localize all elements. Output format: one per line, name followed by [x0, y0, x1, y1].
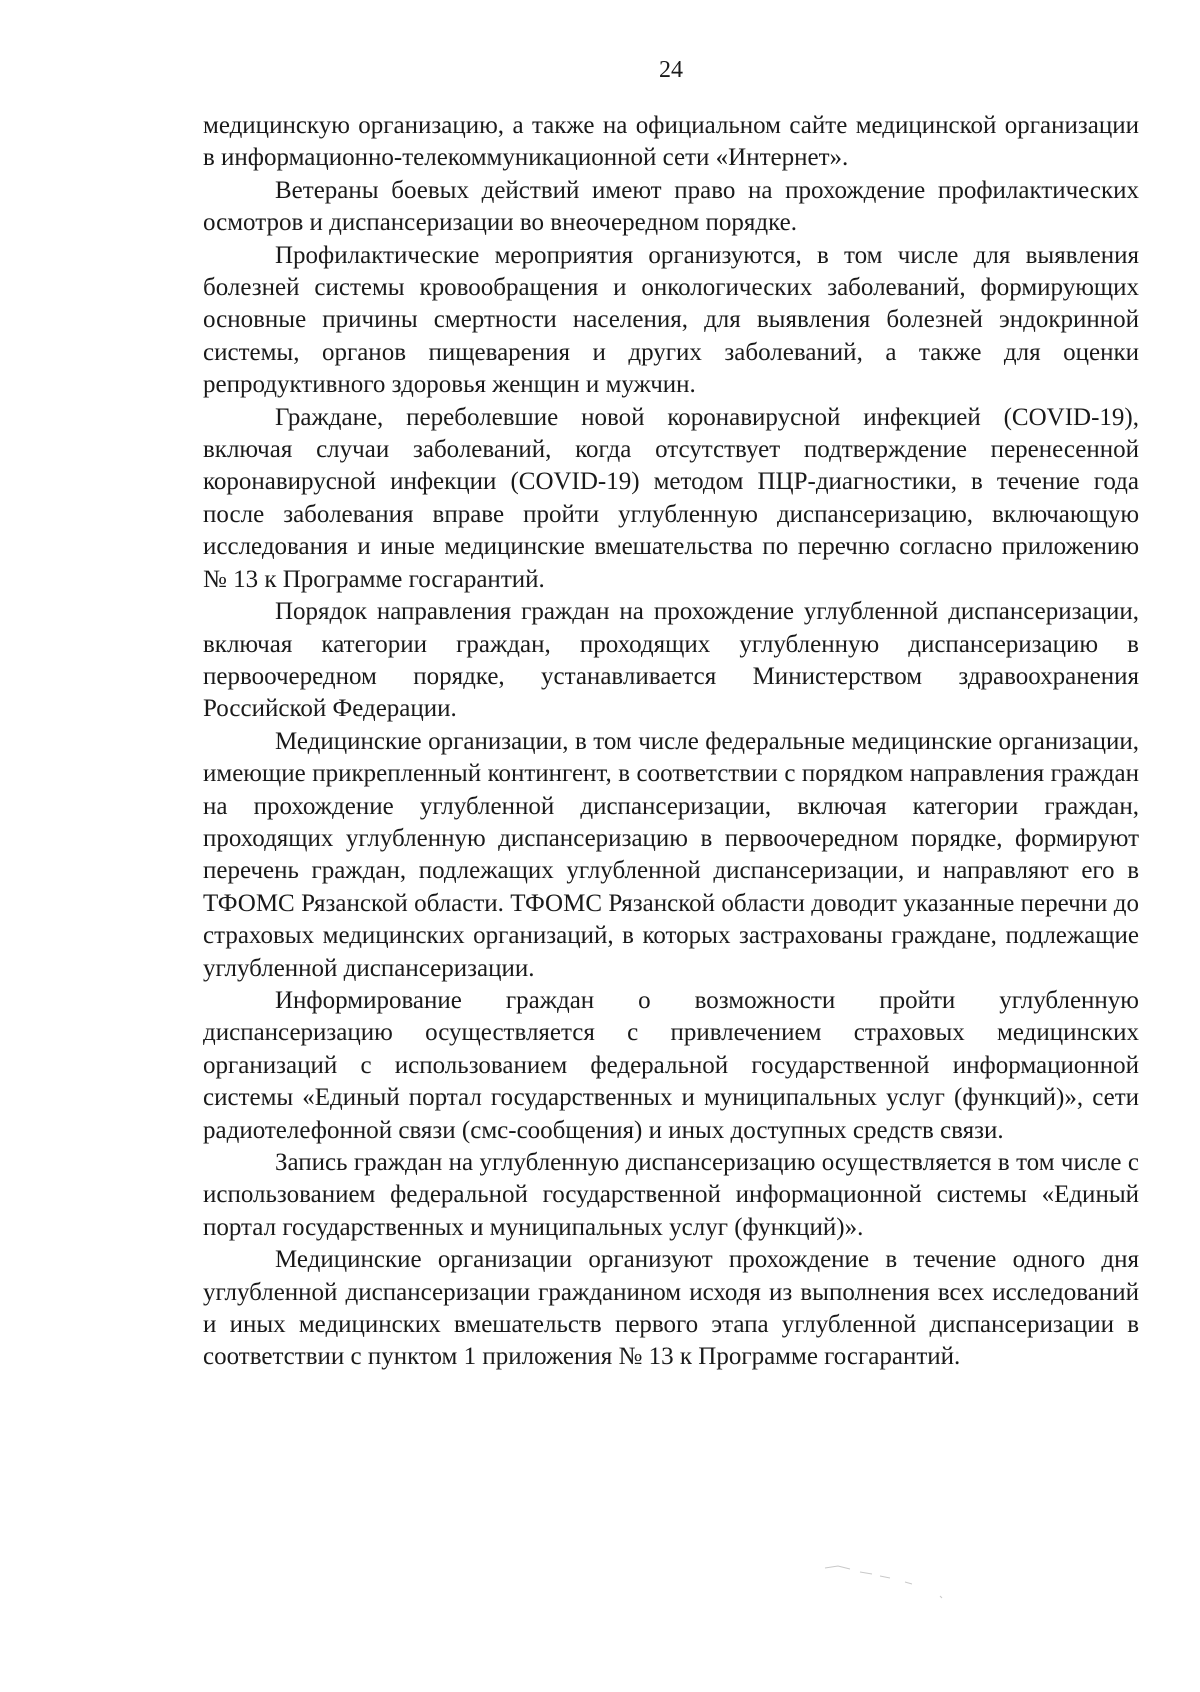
paragraph-registration: Запись граждан на углубленную диспансеризацию осуществляется в том числе с использованием федеральной государственной информационной системы «Единый портал государственных и муниципальных услуг (функций)».	[203, 1149, 1139, 1241]
paragraph-referral-procedure: Порядок направления граждан на прохождение углубленной диспансеризации, включая категории граждан, проходящих углубленную диспансеризацию в первоочередном порядке, устанавливается Министерством здравоохранения Российской Федерации.	[203, 598, 1139, 723]
page-number: 24	[659, 57, 683, 83]
paragraph-covid-recovered: Граждане, переболевшие новой коронавирусной инфекцией (COVID-19), включая случаи заболеваний, когда отсутствует подтверждение перенесенной коронавирусной инфекции (COVID-19) методом ПЦР-диагностики, в течение года после заболевания вправе пройти углубленную диспансеризацию, включающую исследования и иные медицинские вмешательства по перечню согласно приложению № 13 к Программе госгарантий.	[203, 403, 1139, 593]
scan-artifact	[820, 1560, 950, 1600]
paragraph-veterans: Ветераны боевых действий имеют право на прохождение профилактических осмотров и диспансеризации во внеочередном порядке.	[203, 176, 1139, 237]
document-body	[203, 110, 1139, 1374]
paragraph-medical-organizations: Медицинские организации, в том числе федеральные медицинские организации, имеющие прикрепленный контингент, в соответствии с порядком направления граждан на прохождение углубленной диспансеризации, включая категории граждан, проходящих углубленную диспансеризацию в первоочередном порядке, формируют перечень граждан, подлежащих углубленной диспансеризации, и направляют его в ТФОМС Рязанской области. ТФОМС Рязанской области доводит указанные перечни до страховых медицинских организаций, в которых застрахованы граждане, подлежащие углубленной диспансеризации.	[203, 727, 1139, 982]
paragraph-one-day-examination: Медицинские организации организуют прохождение в течение одного дня углубленной диспансеризации гражданином исходя из выполнения всех исследований и иных медицинских вмешательств первого этапа углубленной диспансеризации в соответствии с пунктом 1 приложения № 13 к Программе госгарантий.	[203, 1246, 1139, 1371]
paragraph-continuation: медицинскую организацию, а также на официальном сайте медицинской организации в информационно-телекоммуникационной сети «Интернет».	[203, 112, 1139, 172]
paragraph-preventive-measures: Профилактические мероприятия организуются, в том числе для выявления болезней системы кровообращения и онкологических заболеваний, формирующих основные причины смертности населения, для выявления болезней эндокринной системы, органов пищеварения и других заболеваний, а также для оценки репродуктивного здоровья женщин и мужчин.	[203, 241, 1139, 399]
paragraph-informing-citizens: Информирование граждан о возможности пройти углубленную диспансеризацию осуществляется с привлечением страховых медицинских организаций с использованием федеральной государственной информационной системы «Единый портал государственных и муниципальных услуг (функций)», сети радиотелефонной связи (смс-сообщения) и иных доступных средств связи.	[203, 986, 1139, 1144]
